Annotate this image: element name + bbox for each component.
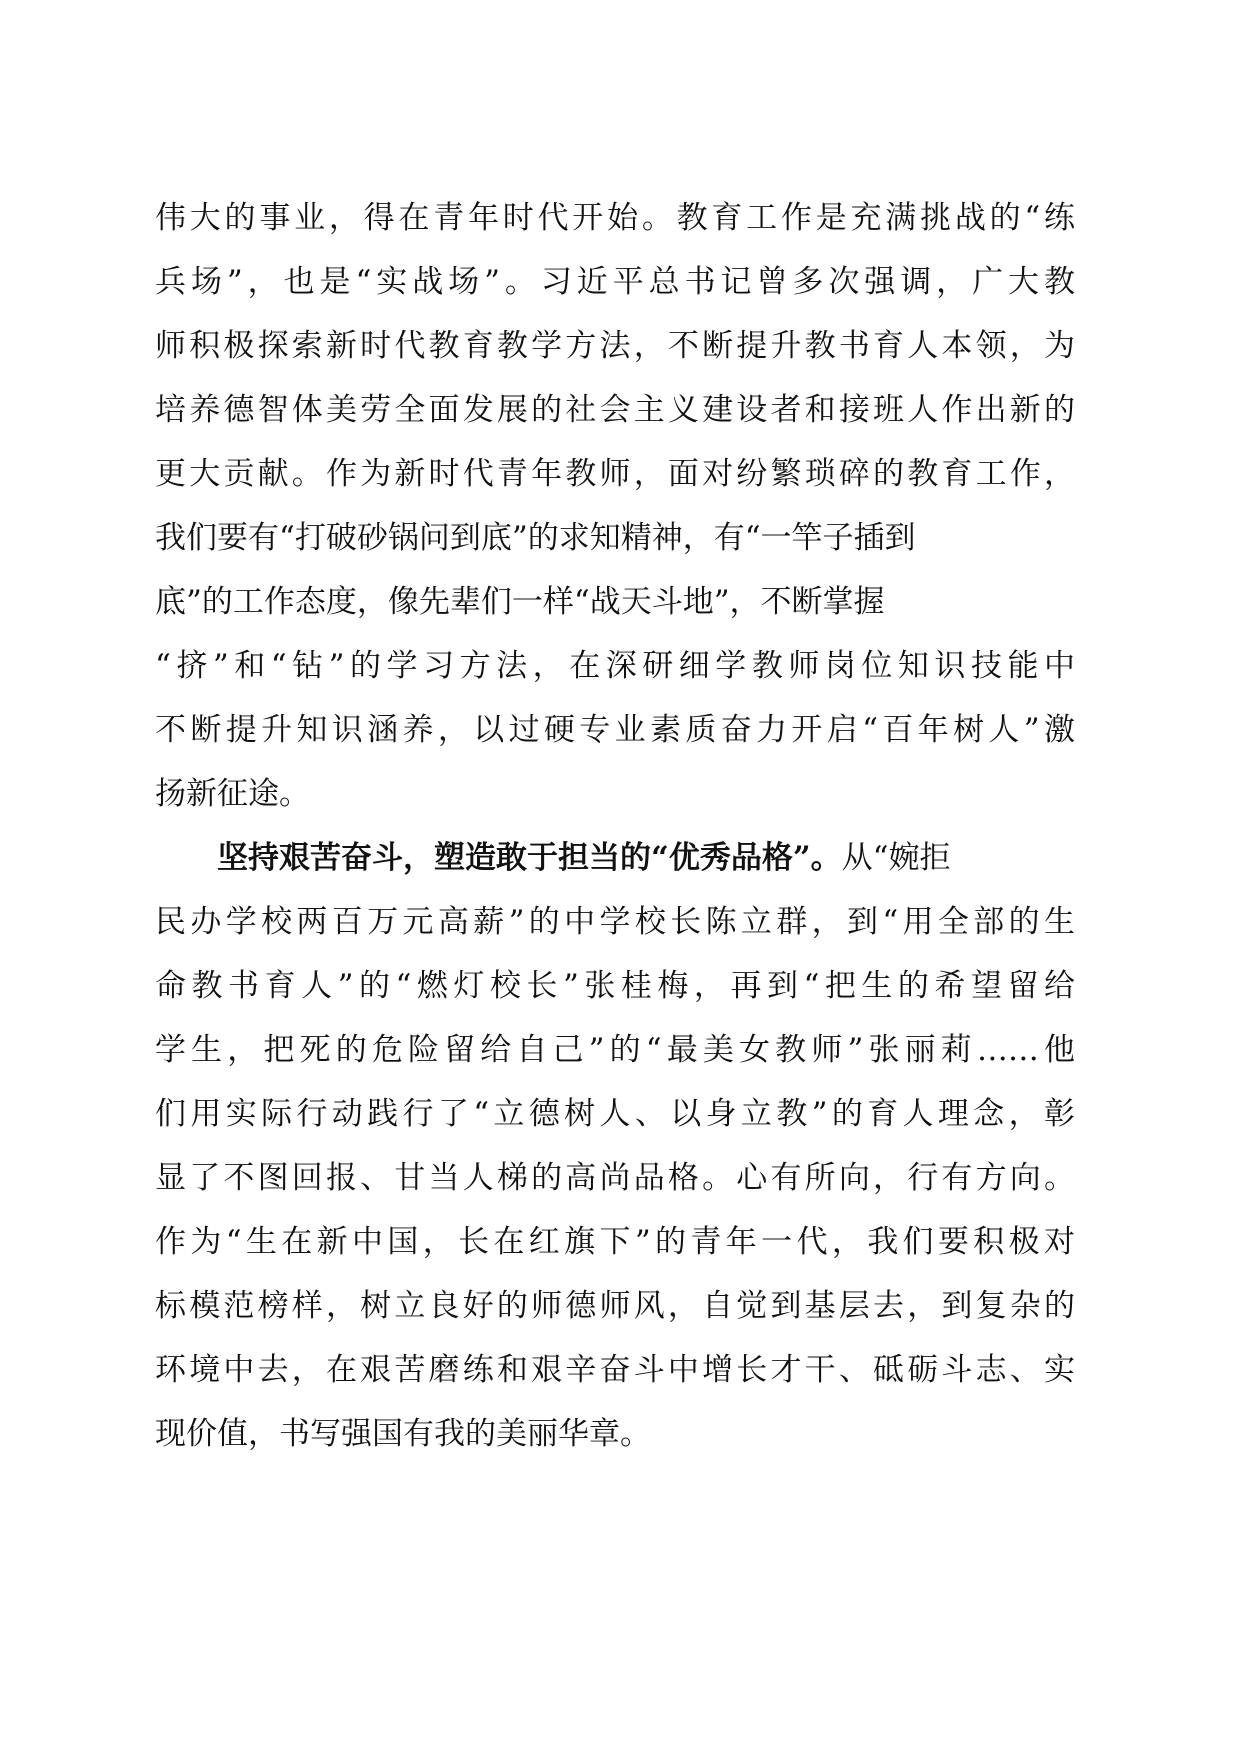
paragraph-lead-heading: 坚持艰苦奋斗，塑造敢于担当的“优秀品格”。 (217, 840, 842, 876)
paragraph-line: 命教书育人”的“燃灯校长”张桂梅，再到“把生的希望留给 (155, 968, 1075, 1004)
paragraph-line: 标模范榜样，树立良好的师德师风，自觉到基层去，到复杂的 (155, 1288, 1075, 1324)
paragraph-line: 民办学校两百万元高薪”的中学校长陈立群，到“用全部的生 (155, 904, 1075, 940)
paragraph-2 (155, 826, 1075, 1466)
paragraph-line: 环境中去，在艰苦磨练和艰辛奋斗中增长才干、砥砺斗志、实 (155, 1352, 1075, 1388)
paragraph-line: 底”的工作态度，像先辈们一样“战天斗地”，不断掌握 (155, 584, 885, 620)
paragraph-line: 兵场”，也是“实战场”。习近平总书记曾多次强调，广大教 (155, 264, 1075, 300)
document-body (155, 186, 1075, 1466)
paragraph-line: 更大贡献。作为新时代青年教师，面对纷繁琐碎的教育工作， (155, 456, 1075, 492)
paragraph-line-rest: 从“婉拒 (841, 840, 951, 876)
paragraph-line: 师积极探索新时代教育教学方法，不断提升教书育人本领，为 (155, 328, 1075, 364)
paragraph-line: 我们要有“打破砂锅问到底”的求知精神，有“一竿子插到 (155, 520, 916, 556)
paragraph-line: 作为“生在新中国，长在红旗下”的青年一代，我们要积极对 (155, 1224, 1075, 1260)
paragraph-line: 现价值，书写强国有我的美丽华章。 (155, 1416, 651, 1452)
paragraph-line: 显了不图回报、甘当人梯的高尚品格。心有所向，行有方向。 (155, 1160, 1075, 1196)
paragraph-line: 伟大的事业，得在青年时代开始。教育工作是充满挑战的“练 (155, 200, 1075, 236)
paragraph-line: “挤”和“钻”的学习方法，在深研细学教师岗位知识技能中 (155, 648, 1075, 684)
paragraph-line: 培养德智体美劳全面发展的社会主义建设者和接班人作出新的 (155, 392, 1075, 428)
paragraph-line: 们用实际行动践行了“立德树人、以身立教”的育人理念，彰 (155, 1096, 1075, 1132)
paragraph-line: 不断提升知识涵养，以过硬专业素质奋力开启“百年树人”激 (155, 712, 1075, 748)
paragraph-line: 学生，把死的危险留给自己”的“最美女教师”张丽莉……他 (155, 1032, 1075, 1068)
paragraph-first-line (155, 826, 1075, 890)
paragraph-1 (155, 186, 1075, 826)
paragraph-line: 扬新征途。 (155, 776, 310, 812)
